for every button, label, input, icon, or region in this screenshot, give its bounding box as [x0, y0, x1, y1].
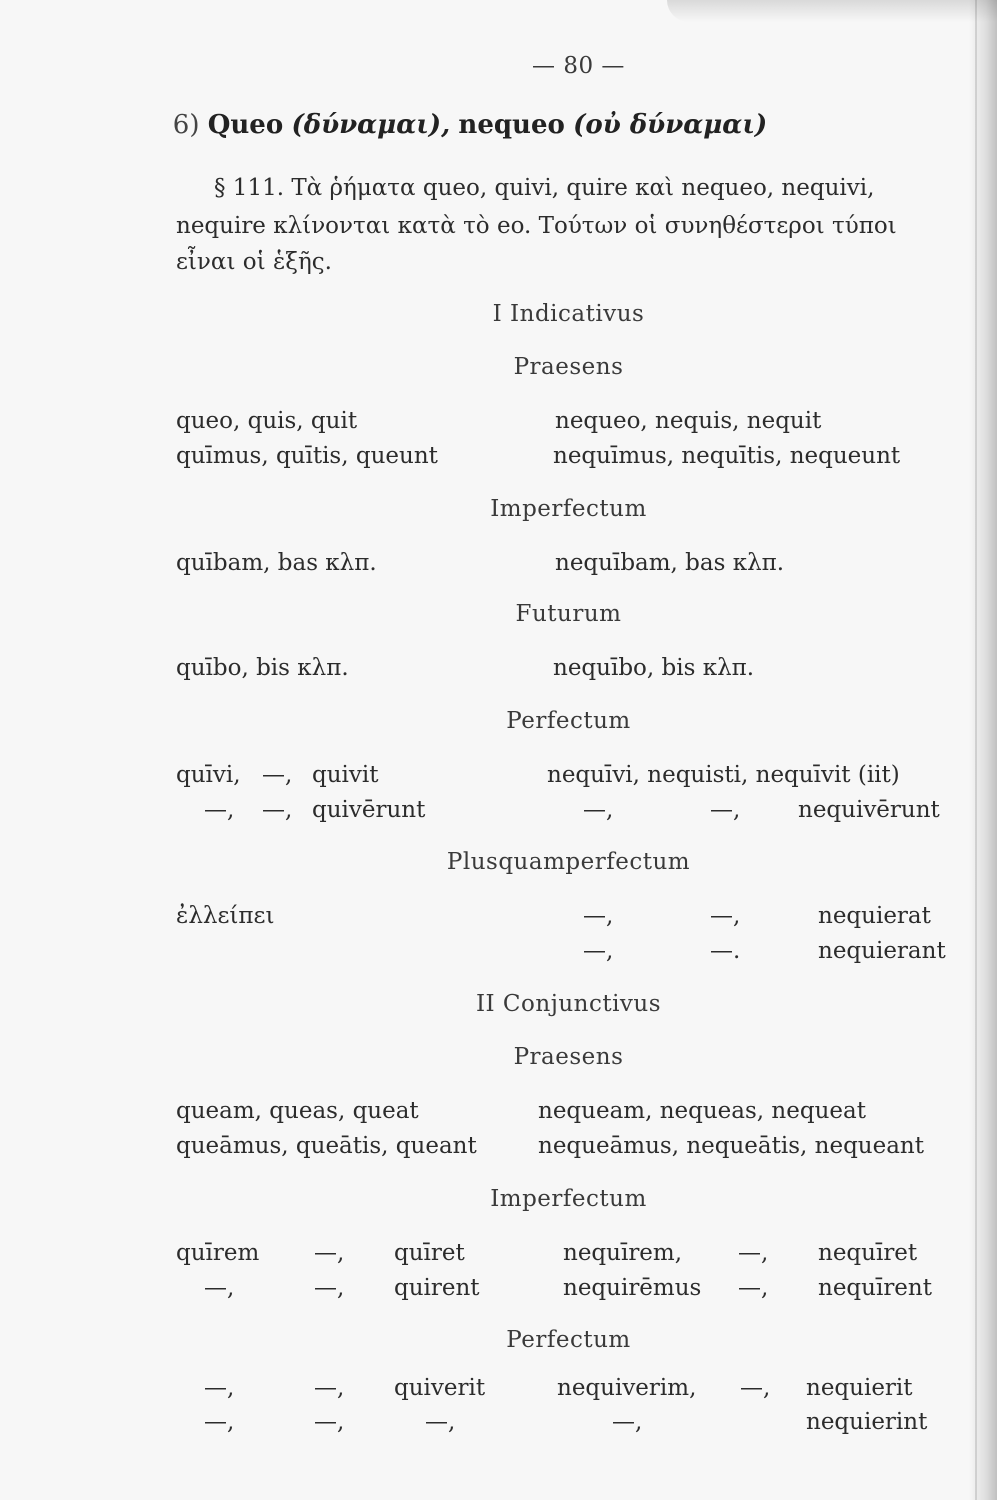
- plusq-r1-c3: nequierat: [818, 903, 931, 929]
- conj-perf-r1-c2: —,: [314, 1375, 345, 1401]
- title-latin-nequeo: nequeo: [458, 110, 565, 140]
- conj-imperf-r1-c1: quīrem: [176, 1240, 260, 1266]
- heading-conjunctivus: II Conjunctivus: [475, 991, 662, 1017]
- conj-imperf-r1-c5: —,: [738, 1240, 769, 1266]
- ind-perfectum-r1-c1: quīvi,: [176, 762, 241, 788]
- ind-perfectum-r1-c3: quivit: [312, 762, 379, 788]
- conj-imperf-r1-c3: quīret: [394, 1240, 465, 1266]
- heading-plusquamperfectum: Plusquamperfectum: [446, 849, 691, 875]
- conj-perf-r1-c3: quiverit: [394, 1375, 486, 1401]
- conj-imperf-r2-c6: nequīrent: [818, 1275, 932, 1301]
- title-latin-queo: Queo: [207, 110, 284, 140]
- intro-line-2: nequire κλίνονται κατὰ τὸ eo. Τούτων οἱ συνηθέστεροι τύποι: [176, 213, 897, 239]
- plusq-r2-c1: —,: [583, 938, 614, 964]
- heading-ind-perfectum: Perfectum: [506, 708, 631, 734]
- conj-imperf-r1-c4: nequīrem,: [563, 1240, 683, 1266]
- heading-ind-futurum: Futurum: [515, 601, 622, 627]
- ind-perfectum-r2-c2: —,: [262, 797, 293, 823]
- title-greek-dynamai: (δύναμαι),: [291, 110, 451, 140]
- conj-imperf-r2-c2: —,: [314, 1275, 345, 1301]
- conj-imperf-r1-c2: —,: [314, 1240, 345, 1266]
- conj-imperf-r1-c6: nequīret: [818, 1240, 918, 1266]
- ind-imperfectum-left: quībam, bas κλπ.: [176, 550, 377, 576]
- page-number: — 80 —: [532, 53, 625, 79]
- conj-perf-r2-c4: —,: [612, 1409, 643, 1435]
- ind-perfectum-r1-c2: —,: [262, 762, 293, 788]
- plusq-r2-c2: —.: [710, 938, 741, 964]
- ind-futurum-left: quībo, bis κλπ.: [176, 655, 349, 681]
- plusq-left-missing: ἐλλείπει: [176, 903, 275, 929]
- heading-conj-imperfectum: Imperfectum: [490, 1186, 647, 1212]
- conj-imperf-r2-c3: quirent: [394, 1275, 480, 1301]
- heading-conj-praesens: Praesens: [513, 1044, 624, 1070]
- ind-perfectum-r2-c6: nequivērunt: [798, 797, 940, 823]
- conj-perf-r2-c2: —,: [314, 1409, 345, 1435]
- heading-conj-perfectum: Perfectum: [506, 1327, 631, 1353]
- conj-perf-r1-c6: nequierit: [806, 1375, 913, 1401]
- heading-ind-imperfectum: Imperfectum: [490, 496, 647, 522]
- conj-perf-r2-c3: —,: [425, 1409, 456, 1435]
- intro-line-1: § 111. Τὰ ῥήματα queo, quivi, quire καὶ nequeo, nequivi,: [214, 175, 875, 201]
- heading-indicativus: I Indicativus: [492, 301, 645, 327]
- conj-perf-r2-c5: nequierint: [806, 1409, 928, 1435]
- plusq-r1-c1: —,: [583, 903, 614, 929]
- ind-praesens-right-2: nequīmus, nequītis, nequeunt: [553, 443, 901, 469]
- conj-praesens-right-2: nequeāmus, nequeātis, nequeant: [538, 1133, 924, 1159]
- conj-imperf-r2-c4: nequirēmus: [563, 1275, 702, 1301]
- page-curl-shadow: [667, 0, 997, 22]
- ind-perfectum-r1-right: nequīvi, nequisti, nequīvit (iit): [547, 762, 900, 788]
- conj-perf-r1-c1: —,: [204, 1375, 235, 1401]
- intro-line-3: εἶναι οἱ ἑξῆς.: [176, 249, 332, 275]
- ind-imperfectum-right: nequībam, bas κλπ.: [555, 550, 785, 576]
- heading-ind-praesens: Praesens: [513, 354, 624, 380]
- ind-futurum-right: nequībo, bis κλπ.: [553, 655, 755, 681]
- conj-perf-r1-c4: nequiverim,: [557, 1375, 697, 1401]
- ind-perfectum-r2-c5: —,: [710, 797, 741, 823]
- conj-praesens-left-2: queāmus, queātis, queant: [176, 1133, 477, 1159]
- section-title: [0, 108, 940, 142]
- ind-praesens-left-2: quīmus, quītis, queunt: [176, 443, 438, 469]
- ind-perfectum-r2-c1: —,: [204, 797, 235, 823]
- ind-praesens-right-1: nequeo, nequis, nequit: [555, 408, 822, 434]
- conj-praesens-right-1: nequeam, nequeas, nequeat: [538, 1098, 866, 1124]
- conj-praesens-left-1: queam, queas, queat: [176, 1098, 419, 1124]
- ind-praesens-left-1: queo, quis, quit: [176, 408, 358, 434]
- ind-perfectum-r2-c3: quivērunt: [312, 797, 426, 823]
- title-number: 6): [172, 110, 200, 140]
- conj-perf-r2-c1: —,: [204, 1409, 235, 1435]
- conj-imperf-r2-c1: —,: [204, 1275, 235, 1301]
- plusq-r1-c2: —,: [710, 903, 741, 929]
- conj-imperf-r2-c5: —,: [738, 1275, 769, 1301]
- page-edge-shadow: [969, 0, 997, 1500]
- conj-perf-r1-c5: —,: [740, 1375, 771, 1401]
- plusq-r2-c3: nequierant: [818, 938, 946, 964]
- title-greek-ou-dynamai: (οὐ δύναμαι): [573, 110, 768, 140]
- ind-perfectum-r2-c4: —,: [583, 797, 614, 823]
